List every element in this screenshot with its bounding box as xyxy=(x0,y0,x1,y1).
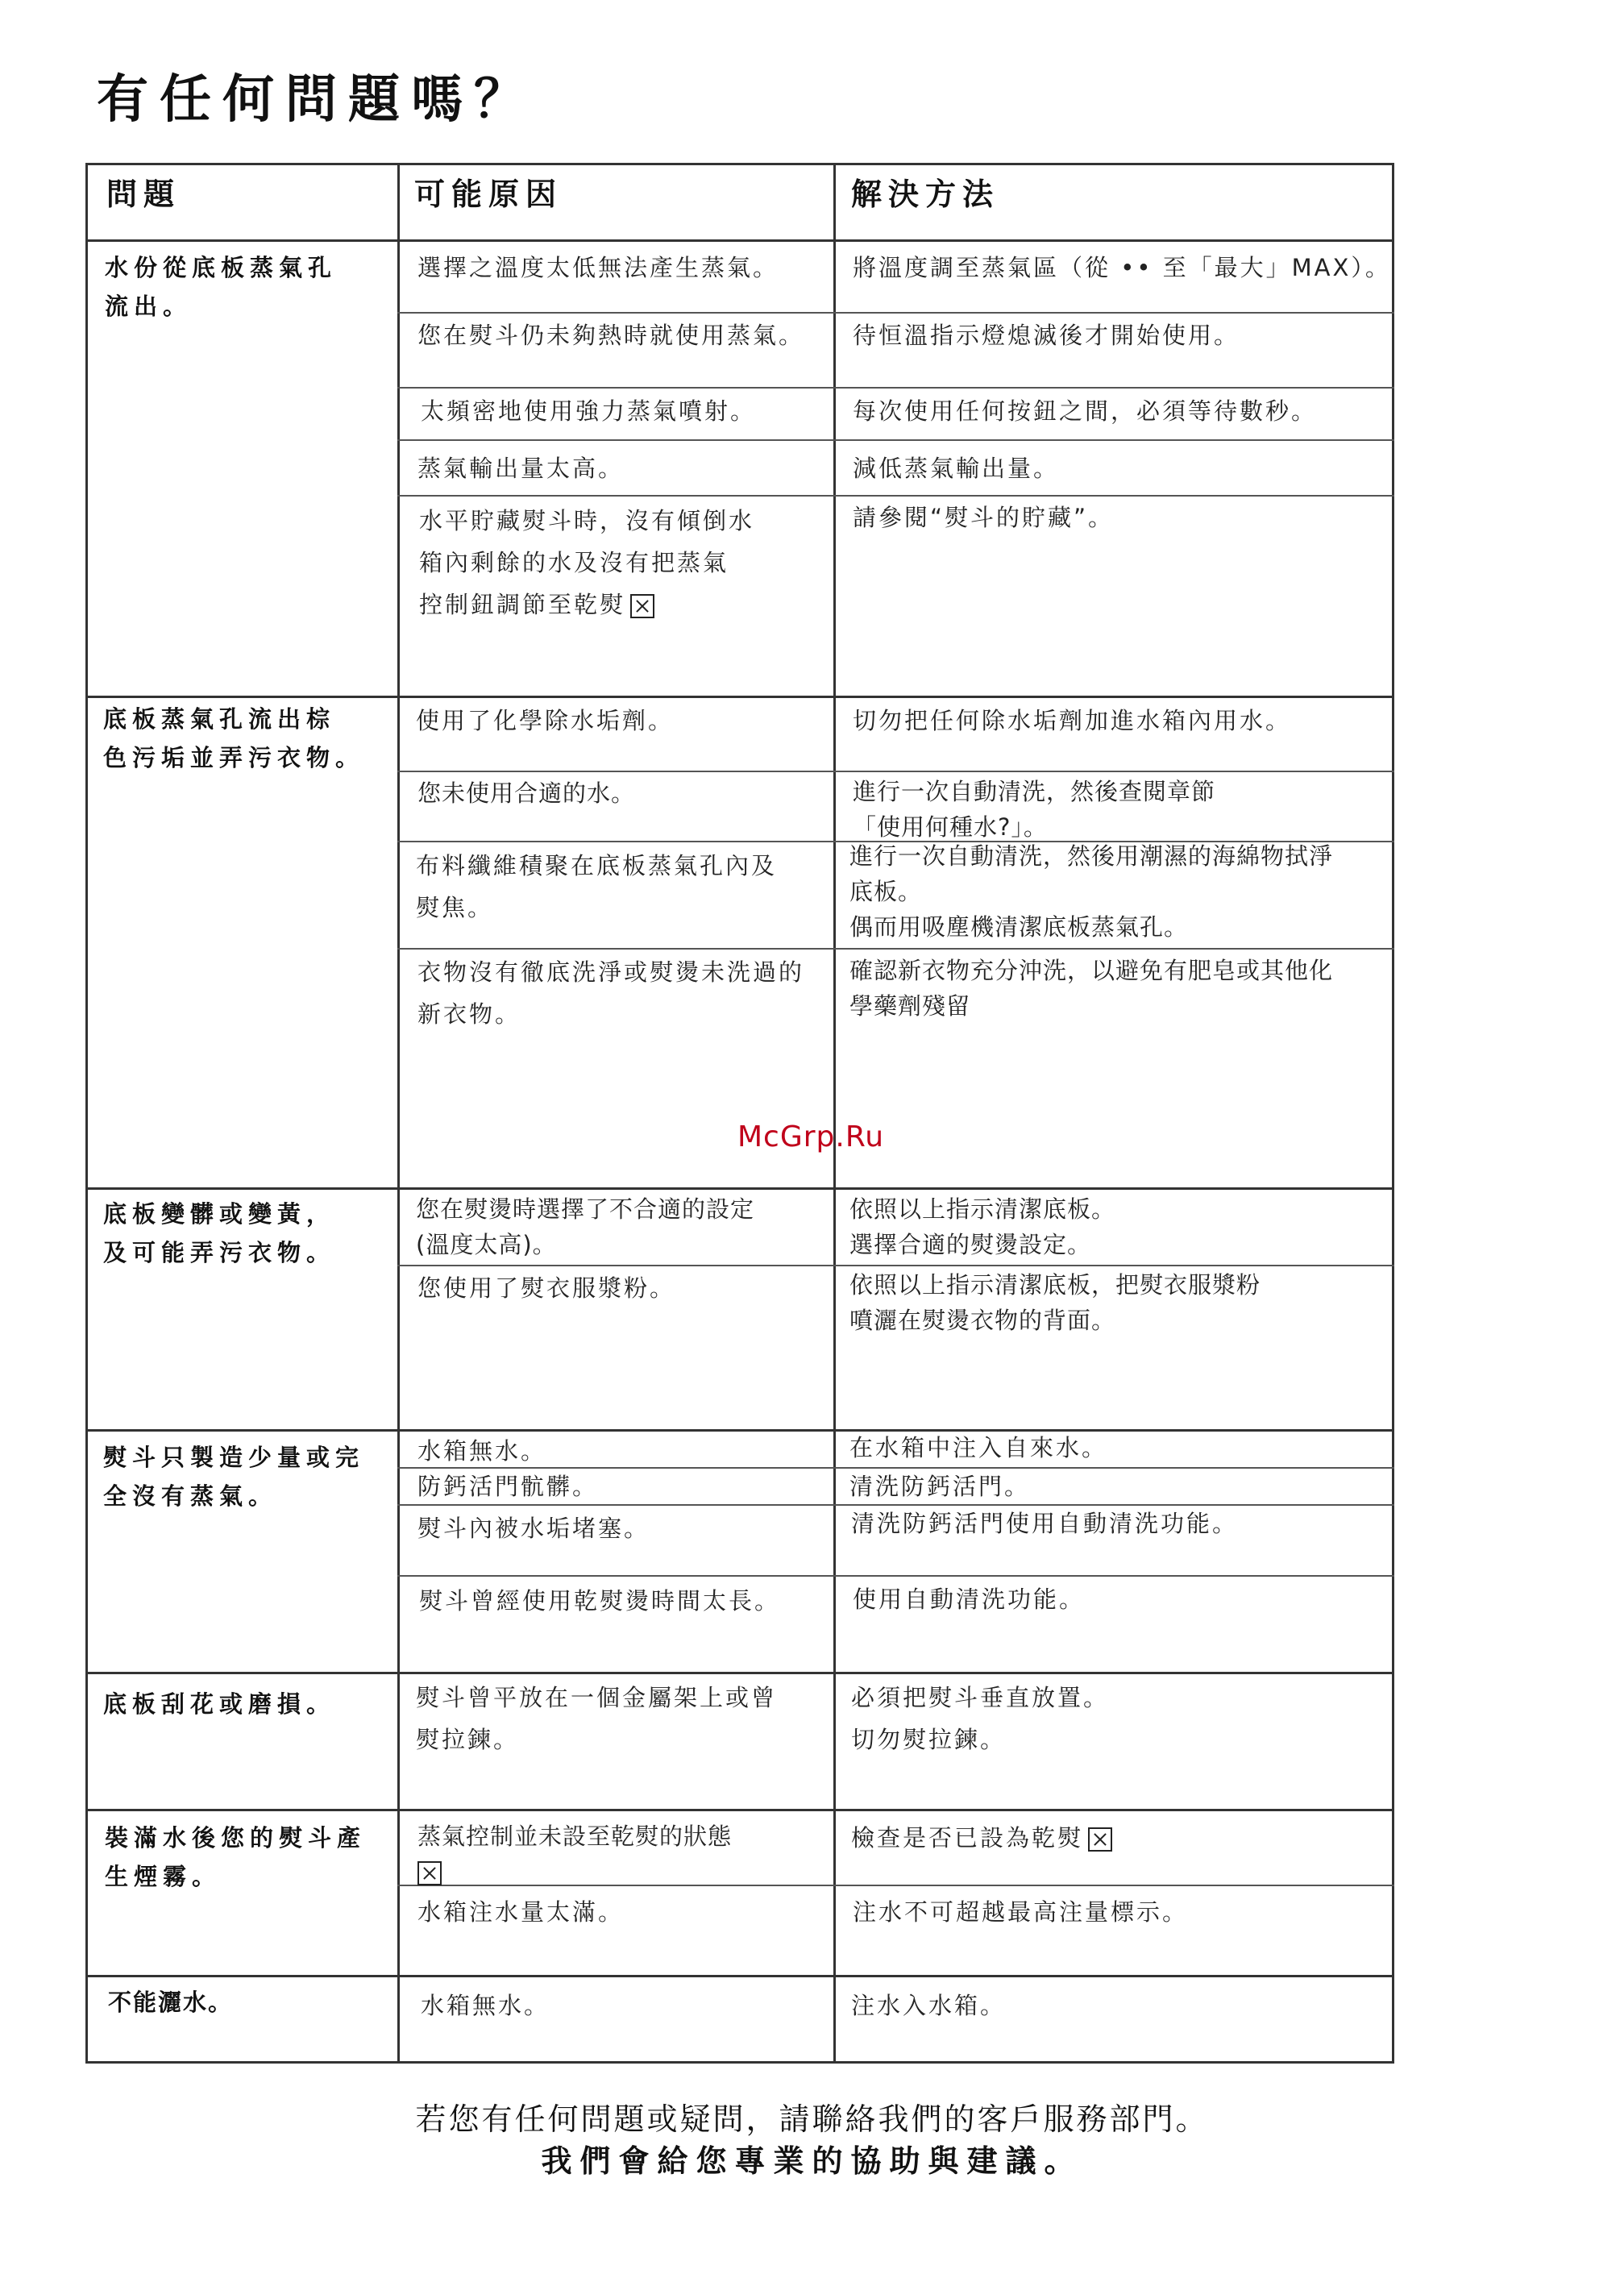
dry-iron-icon xyxy=(1088,1827,1112,1852)
problem-cell: 底板蒸氣孔流出棕 色污垢並弄污衣物。 xyxy=(103,705,365,771)
cause-cell: 太頻密地使用強力蒸氣噴射。 xyxy=(421,397,757,425)
cause-cell: 您使用了熨衣服漿粉。 xyxy=(417,1274,676,1302)
cause-cell: 熨斗內被水垢堵塞。 xyxy=(417,1515,650,1542)
cause-cell: 布料纖維積聚在底板蒸氣孔內及 熨焦。 xyxy=(416,852,778,921)
sub-row-divider xyxy=(397,439,1394,441)
solution-cell: 確認新衣物充分沖洗，以避免有肥皂或其他化 學藥劑殘留 xyxy=(849,957,1334,1020)
problem-cell: 熨斗只製造少量或完 全沒有蒸氣。 xyxy=(103,1444,365,1510)
sub-row-divider xyxy=(397,948,1394,950)
solution-cell: 注水不可超越最高注量標示。 xyxy=(853,1898,1189,1926)
problem-cell: 裝滿水後您的熨斗產 生煙霧。 xyxy=(105,1824,367,1890)
problem-cell: 底板刮花或磨損。 xyxy=(103,1690,336,1718)
solution-cell: 使用自動清洗功能。 xyxy=(853,1586,1086,1613)
cause-cell: 衣物沒有徹底洗淨或熨燙未洗過的 新衣物。 xyxy=(417,958,805,1028)
solution-cell: 進行一次自動清洗，然後查閱章節 「使用何種水?」。 xyxy=(853,778,1216,841)
row-divider xyxy=(85,1672,1394,1674)
dry-iron-icon xyxy=(630,594,654,618)
solution-cell: 清洗防鈣活門。 xyxy=(849,1473,1031,1500)
cause-cell: 您未使用合適的水。 xyxy=(417,779,636,807)
page-title: 有任何問題嗎？ xyxy=(97,70,537,130)
solution-cell: 減低蒸氣輸出量。 xyxy=(853,455,1060,482)
problem-cell: 底板變髒或變黃， 及可能弄污衣物。 xyxy=(103,1200,336,1266)
solution-cell: 進行一次自動清洗，然後用潮濕的海綿物拭淨 底板。 偶而用吸塵機清潔底板蒸氣孔。 xyxy=(849,842,1334,941)
cause-cell: 您在熨斗仍未夠熱時就使用蒸氣。 xyxy=(417,322,805,349)
cause-cell: 水箱注水量太滿。 xyxy=(417,1898,625,1926)
footer-assist-line: 我們會給您專業的協助與建議。 xyxy=(541,2143,1083,2179)
cause-cell: 水箱無水。 xyxy=(417,1437,547,1465)
problem-cell: 不能灑水。 xyxy=(108,1989,234,2016)
solution-cell: 依照以上指示清潔底板。 選擇合適的熨燙設定。 xyxy=(849,1195,1116,1258)
header-solution: 解決方法 xyxy=(851,177,1000,212)
sub-row-divider xyxy=(397,312,1394,314)
dry-iron-icon xyxy=(417,1861,442,1885)
sub-row-divider xyxy=(397,1265,1394,1266)
cause-cell: 使用了化學除水垢劑。 xyxy=(416,707,675,734)
sub-row-divider xyxy=(397,1575,1394,1577)
cause-cell: 水平貯藏熨斗時，沒有傾倒水 箱內剩餘的水及沒有把蒸氣 控制鈕調節至乾熨 xyxy=(419,507,755,618)
cause-cell: 熨斗曾平放在一個金屬架上或曾 熨拉鍊。 xyxy=(416,1684,778,1753)
solution-cell: 待恒溫指示燈熄滅後才開始使用。 xyxy=(853,322,1240,349)
solution-cell: 將溫度調至蒸氣區（從 •• 至「最大」MAX）。 xyxy=(853,254,1391,281)
cause-cell: 蒸氣控制並未設至乾熨的狀態 xyxy=(417,1819,732,1889)
solution-cell: 依照以上指示清潔底板，把熨衣服漿粉 噴灑在熨燙衣物的背面。 xyxy=(849,1271,1261,1334)
solution-cell: 在水箱中注入自來水。 xyxy=(849,1434,1108,1461)
row-divider xyxy=(85,1429,1394,1432)
row-divider xyxy=(85,1187,1394,1190)
cause-cell: 熨斗曾經使用乾熨燙時間太長。 xyxy=(419,1587,781,1615)
header-problem: 問題 xyxy=(106,177,181,212)
cause-cell: 選擇之溫度太低無法產生蒸氣。 xyxy=(417,254,779,281)
solution-cell: 每次使用任何按鈕之間，必須等待數秒。 xyxy=(853,397,1318,425)
column-divider-1 xyxy=(397,163,400,2064)
troubleshooting-table xyxy=(85,163,1394,2064)
row-divider xyxy=(85,1975,1394,1977)
watermark: McGrp.Ru xyxy=(737,1120,885,1153)
cause-cell: 水箱無水。 xyxy=(421,1992,550,2019)
solution-cell: 請參閱“熨斗的貯藏”。 xyxy=(853,504,1115,531)
column-divider-2 xyxy=(833,163,836,2064)
sub-row-divider xyxy=(397,771,1394,772)
sub-row-divider xyxy=(397,387,1394,389)
header-cause: 可能原因 xyxy=(414,177,563,212)
row-divider xyxy=(85,696,1394,698)
row-divider xyxy=(85,1809,1394,1811)
cause-cell: 蒸氣輸出量太高。 xyxy=(417,455,625,482)
solution-cell: 必須把熨斗垂直放置。 切勿熨拉鍊。 xyxy=(851,1684,1110,1753)
solution-cell: 切勿把任何除水垢劑加進水箱內用水。 xyxy=(853,707,1292,734)
footer-contact-line: 若您有任何問題或疑問，請聯絡我們的客戶服務部門。 xyxy=(415,2101,1209,2137)
solution-cell: 注水入水箱。 xyxy=(851,1992,1007,2019)
solution-cell: 檢查是否已設為乾熨 xyxy=(851,1817,1112,1859)
cause-cell: 您在熨燙時選擇了不合適的設定 (溫度太高)。 xyxy=(416,1195,755,1258)
problem-cell: 水份從底板蒸氣孔 流出。 xyxy=(105,254,338,320)
row-divider xyxy=(85,239,1394,242)
cause-cell: 防鈣活門骯髒。 xyxy=(417,1473,599,1500)
solution-cell: 清洗防鈣活門使用自動清洗功能。 xyxy=(851,1510,1239,1537)
